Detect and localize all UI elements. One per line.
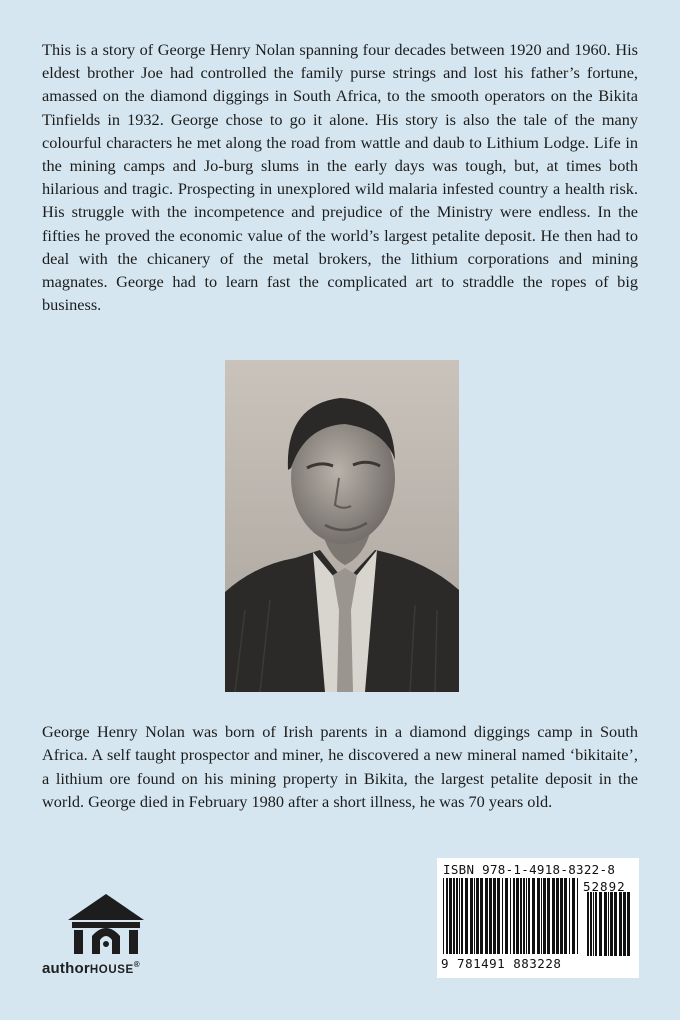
publisher-name-author: author	[42, 960, 90, 977]
author-bio: George Henry Nolan was born of Irish parents in a diamond diggings camp in South Africa. A self taught prospector and miner, he discovered a new mineral named ‘bikitaite’, a lithium ore found on his mining property in Bikita, the largest petalite deposit in the world. George died in February 1980 after a short illness, he was 70 years old.	[42, 722, 638, 812]
barcode-bar	[556, 878, 559, 954]
isbn-barcode-box	[437, 858, 639, 978]
barcode-bar	[446, 878, 448, 954]
barcode-bar	[502, 878, 503, 954]
author-portrait-photo	[225, 360, 459, 692]
barcode-bar	[593, 892, 594, 956]
barcode-bar	[532, 878, 535, 954]
barcode-bar	[590, 892, 592, 956]
portrait-illustration	[225, 360, 459, 692]
isbn-number: ISBN 978-1-4918-8322-8	[443, 862, 616, 877]
barcode-bar	[520, 878, 522, 954]
publisher-name-house: HOUSE	[89, 964, 134, 976]
barcode-bar	[528, 878, 530, 954]
barcode-bar	[489, 878, 492, 954]
barcode-bar	[485, 878, 488, 954]
barcode-bar	[543, 878, 546, 954]
barcode-bar	[619, 892, 622, 956]
barcode-bar	[595, 892, 597, 956]
barcode-bar	[560, 878, 563, 954]
barcode-bar	[608, 892, 609, 956]
barcode-bar	[480, 878, 483, 954]
barcode-bar	[526, 878, 527, 954]
barcode-bar	[461, 878, 463, 954]
barcode-bar	[453, 878, 455, 954]
barcode-bar	[569, 878, 570, 954]
barcode-bar	[572, 878, 575, 954]
authorhouse-logo	[42, 892, 202, 992]
barcode-bar	[599, 892, 602, 956]
barcode-bar	[449, 878, 452, 954]
barcode-bar	[476, 878, 479, 954]
barcode-bar	[459, 878, 460, 954]
price-code: 52892	[583, 879, 626, 894]
barcode-bar	[627, 892, 630, 956]
barcode-bar	[497, 878, 500, 954]
barcode-bar	[443, 878, 444, 954]
barcode-bar	[614, 892, 617, 956]
barcode-bar	[513, 878, 515, 954]
barcode-bar	[523, 878, 525, 954]
barcode-bar	[577, 878, 578, 954]
barcode-bar	[505, 878, 508, 954]
barcode-bar	[456, 878, 458, 954]
barcode-bar	[493, 878, 496, 954]
trademark-symbol: ®	[133, 960, 140, 969]
barcode-bar	[541, 878, 542, 954]
barcode-bar	[516, 878, 519, 954]
barcode-bar	[547, 878, 550, 954]
authorhouse-house-icon	[66, 892, 146, 956]
barcode-bar	[510, 878, 511, 954]
barcode-bar	[465, 878, 468, 954]
ean-digits: 9 781491 883228	[441, 956, 562, 971]
barcode-bar	[537, 878, 540, 954]
barcode-bar	[470, 878, 473, 954]
barcode-bar	[604, 892, 607, 956]
barcode-bar	[552, 878, 555, 954]
barcode-bar	[474, 878, 475, 954]
barcode-bar	[564, 878, 567, 954]
barcode-bar	[587, 892, 589, 956]
barcode-bar	[610, 892, 613, 956]
barcode-bar	[623, 892, 626, 956]
publisher-name	[42, 960, 140, 977]
back-cover-blurb: This is a story of George Henry Nolan spanning four decades between 1920 and 1960. His eldest brother Joe had controlled the family purse strings and lost his father’s fortune, amassed on the diamond diggings in South Africa, to the smooth operators on the Bikita Tinfields in 1932. George chose to go it alone. His story is also the tale of the many colourful characters he met along the road from wattle and daub to Lithium Lodge. Life in the mining camps and Jo-burg slums in the early days was tough, but, at times both hilarious and tragic. Prospecting in unexplored wild malaria infested country a health risk. His struggle with the incompetence and prejudice of the Ministry were endless. In the fifties he proved the economic value of the world’s largest petalite deposit. He then had to deal with the chicanery of the metal brokers, the lithium corporations and mining magnates. George had to learn fast the complicated art to straddle the ropes of big business.	[42, 40, 638, 315]
